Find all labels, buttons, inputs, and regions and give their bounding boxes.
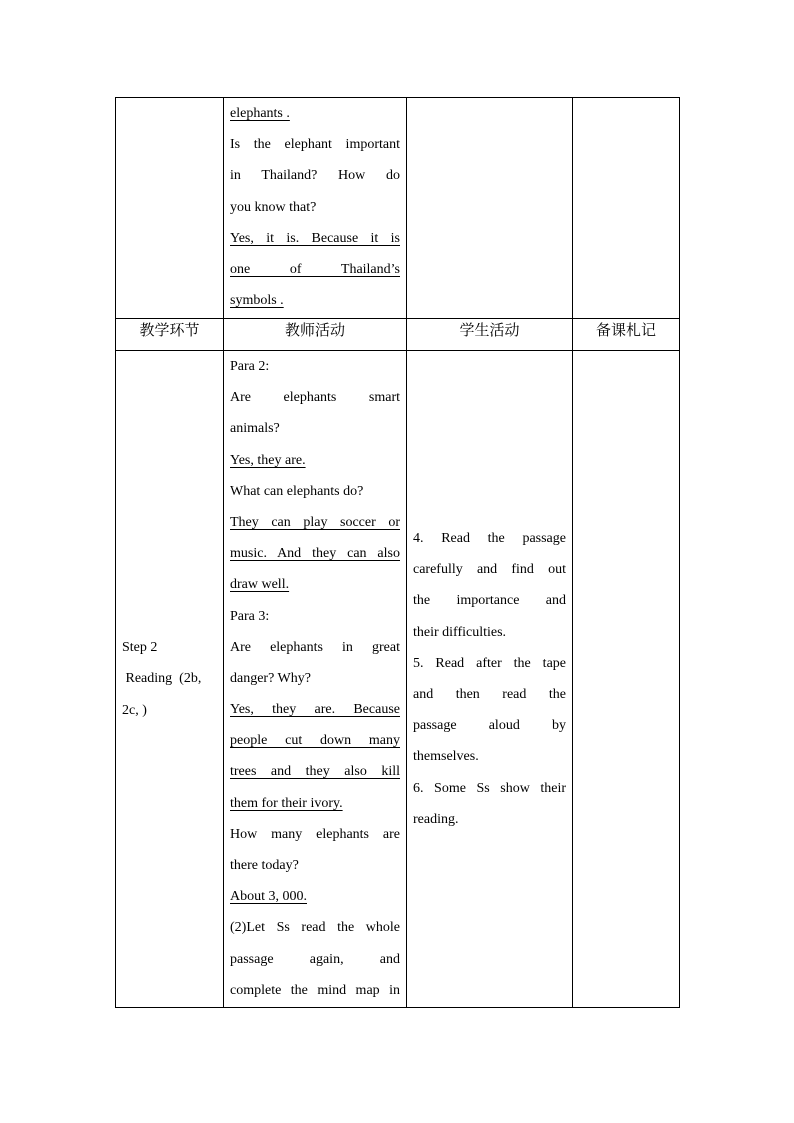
- text-line: [413, 617, 566, 648]
- text-line: [413, 679, 566, 710]
- answer-text: Yes, they are.: [230, 452, 306, 468]
- text-line: [230, 663, 400, 694]
- question-text: carefully and find out: [413, 562, 566, 578]
- question-text: Para 2:: [230, 359, 270, 374]
- step-cell-empty: [116, 98, 224, 319]
- text-line: [230, 912, 400, 943]
- student-activity-cell: [407, 351, 573, 1008]
- answer-text: one of Thailand’s: [230, 261, 400, 277]
- question-text: themselves.: [413, 749, 479, 765]
- question-text: Are elephants in great: [230, 639, 400, 655]
- teacher-activity-cell: [224, 98, 407, 319]
- text-line: [230, 129, 400, 160]
- answer-text: music. And they can also: [230, 546, 400, 562]
- question-text: Are elephants smart: [230, 390, 400, 406]
- question-text: passage again, and: [230, 951, 400, 967]
- question-text: you know that?: [230, 199, 317, 215]
- question-text: animals?: [230, 421, 280, 437]
- text-line: [413, 804, 566, 835]
- question-text: passage aloud by: [413, 718, 566, 734]
- header-student-activity: 学生活动: [407, 319, 573, 351]
- answer-text: About 3, 000.: [230, 889, 307, 905]
- step-line: Reading (2b,: [122, 671, 202, 687]
- question-text: and then read the: [413, 687, 566, 702]
- text-line: [413, 741, 566, 772]
- question-text: 5. Read after the tape: [413, 655, 566, 671]
- text-line: [230, 507, 400, 538]
- answer-text: Yes, it is. Because it is: [230, 230, 400, 246]
- text-line: [230, 601, 400, 632]
- lesson-plan-table: [115, 97, 680, 1008]
- answer-text: They can play soccer or: [230, 514, 400, 530]
- text-line: [230, 725, 400, 756]
- answer-text: Yes, they are. Because: [230, 702, 400, 718]
- text-line: [413, 710, 566, 741]
- text-line: [230, 694, 400, 725]
- text-line: [230, 223, 400, 254]
- header-row: [116, 319, 680, 351]
- text-line: [230, 413, 400, 444]
- answer-text: draw well.: [230, 577, 290, 593]
- text-line: [413, 585, 566, 616]
- text-line: [230, 881, 400, 912]
- student-activity-cell-empty: [407, 98, 573, 319]
- step-line: 2c, ): [122, 702, 147, 718]
- text-line: [230, 445, 400, 476]
- text-line: [230, 944, 400, 975]
- text-line: [413, 523, 566, 554]
- question-text: (2)Let Ss read the whole: [230, 920, 400, 936]
- question-text: there today?: [230, 858, 299, 873]
- text-line: [230, 569, 400, 600]
- text-line: [230, 254, 400, 285]
- question-text: the importance and: [413, 593, 566, 609]
- question-text: Is the elephant important: [230, 137, 400, 153]
- answer-text: trees and they also kill: [230, 764, 400, 780]
- teacher-activity-cell: [224, 351, 407, 1008]
- header-teaching-step: 教学环节: [116, 319, 224, 351]
- question-text: How many elephants are: [230, 826, 400, 842]
- answer-text: elephants .: [230, 106, 290, 121]
- continued-row: [116, 98, 680, 319]
- text-line: [230, 285, 400, 316]
- text-line: [230, 850, 400, 881]
- answer-text: symbols .: [230, 293, 284, 309]
- question-text: 4. Read the passage: [413, 531, 566, 547]
- text-line: [230, 819, 400, 850]
- teacher-lines: [224, 98, 406, 316]
- text-line: [230, 788, 400, 819]
- question-text: reading.: [413, 811, 459, 827]
- step-cell: [116, 351, 224, 1008]
- notes-cell-empty: [573, 351, 680, 1008]
- question-text: Para 3:: [230, 608, 270, 624]
- question-text: their difficulties.: [413, 624, 507, 640]
- text-line: [230, 192, 400, 223]
- text-line: [230, 160, 400, 191]
- text-line: [230, 975, 400, 1006]
- step-2-row: [116, 351, 680, 1008]
- question-text: in Thailand? How do: [230, 168, 400, 184]
- student-lines: [407, 523, 572, 835]
- step-line: Step 2: [122, 640, 158, 656]
- question-text: danger? Why?: [230, 670, 311, 686]
- step-label: [122, 632, 223, 726]
- answer-text: them for their ivory.: [230, 795, 343, 811]
- text-line: [230, 351, 400, 382]
- text-line: [413, 554, 566, 585]
- header-teacher-activity: 教师活动: [224, 319, 407, 351]
- text-line: [230, 382, 400, 413]
- text-line: [413, 648, 566, 679]
- question-text: complete the mind map in: [230, 982, 400, 998]
- teacher-lines: [224, 351, 406, 1006]
- text-line: [413, 773, 566, 804]
- question-text: What can elephants do?: [230, 483, 364, 499]
- text-line: [230, 98, 400, 129]
- text-line: [230, 756, 400, 787]
- question-text: 6. Some Ss show their: [413, 780, 566, 796]
- header-notes: 备课札记: [573, 319, 680, 351]
- answer-text: people cut down many: [230, 733, 400, 749]
- text-line: [230, 632, 400, 663]
- notes-cell-empty: [573, 98, 680, 319]
- text-line: [230, 538, 400, 569]
- text-line: [230, 476, 400, 507]
